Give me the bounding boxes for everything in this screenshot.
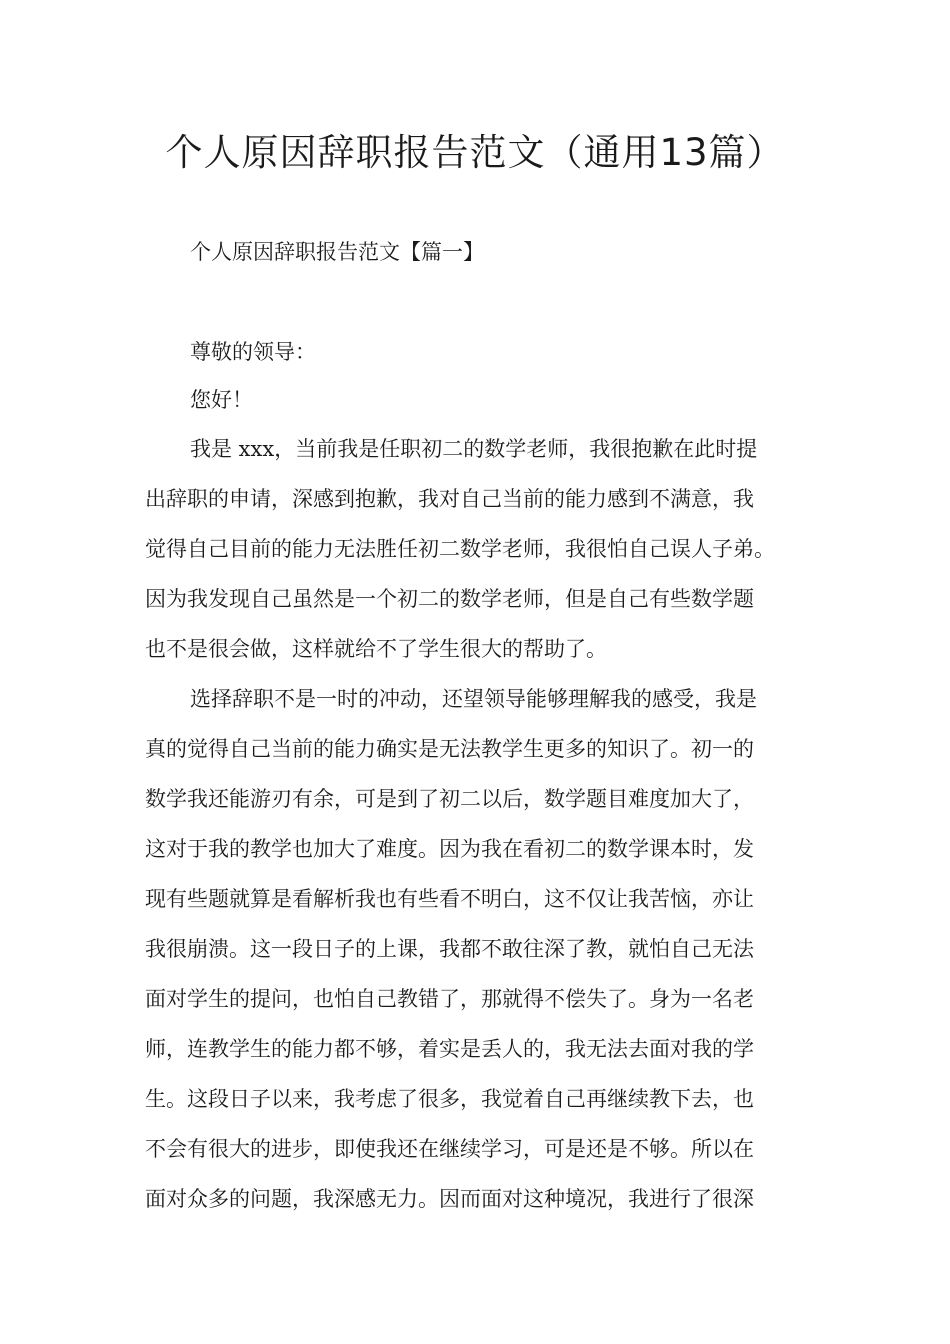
- paragraph-line: 现有些题就算是看解析我也有些看不明白，这不仅让我苦恼，亦让: [145, 887, 754, 911]
- paragraph-line: 因为我发现自己虽然是一个初二的数学老师，但是自己有些数学题: [145, 587, 754, 611]
- salutation: 尊敬的领导：: [190, 340, 316, 364]
- paragraph-line: 出辞职的申请，深感到抱歉，我对自己当前的能力感到不满意，我: [145, 487, 754, 511]
- paragraph-line: 觉得自己目前的能力无法胜任初二数学老师，我很怕自己误人子弟。: [145, 537, 775, 561]
- paragraph-line: 数学我还能游刃有余，可是到了初二以后，数学题目难度加大了，: [145, 787, 754, 811]
- greeting: 您好！: [190, 388, 253, 412]
- section-heading: 个人原因辞职报告范文【篇一】: [190, 240, 484, 264]
- paragraph-line: 选择辞职不是一时的冲动，还望领导能够理解我的感受，我是: [190, 687, 757, 711]
- paragraph-line: 生。这段日子以来，我考虑了很多，我觉着自己再继续教下去，也: [145, 1087, 754, 1111]
- paragraph-line: 这对于我的教学也加大了难度。因为我在看初二的数学课本时，发: [145, 837, 754, 861]
- paragraph-line: 真的觉得自己当前的能力确实是无法教学生更多的知识了。初一的: [145, 737, 754, 761]
- paragraph-line: 我是 xxx，当前我是任职初二的数学老师，我很抱歉在此时提: [190, 437, 758, 461]
- paragraph-line: 不会有很大的进步，即使我还在继续学习，可是还是不够。所以在: [145, 1137, 754, 1161]
- document-title: 个人原因辞职报告范文（通用13篇）: [165, 131, 785, 174]
- paragraph-line: 面对学生的提问，也怕自己教错了，那就得不偿失了。身为一名老: [145, 987, 754, 1011]
- paragraph-line: 我很崩溃。这一段日子的上课，我都不敢往深了教，就怕自己无法: [145, 937, 754, 961]
- paragraph-line: 也不是很会做，这样就给不了学生很大的帮助了。: [145, 637, 607, 661]
- paragraph-line: 师，连教学生的能力都不够，着实是丢人的，我无法去面对我的学: [145, 1037, 754, 1061]
- paragraph-line: 面对众多的问题，我深感无力。因而面对这种境况，我进行了很深: [145, 1187, 754, 1211]
